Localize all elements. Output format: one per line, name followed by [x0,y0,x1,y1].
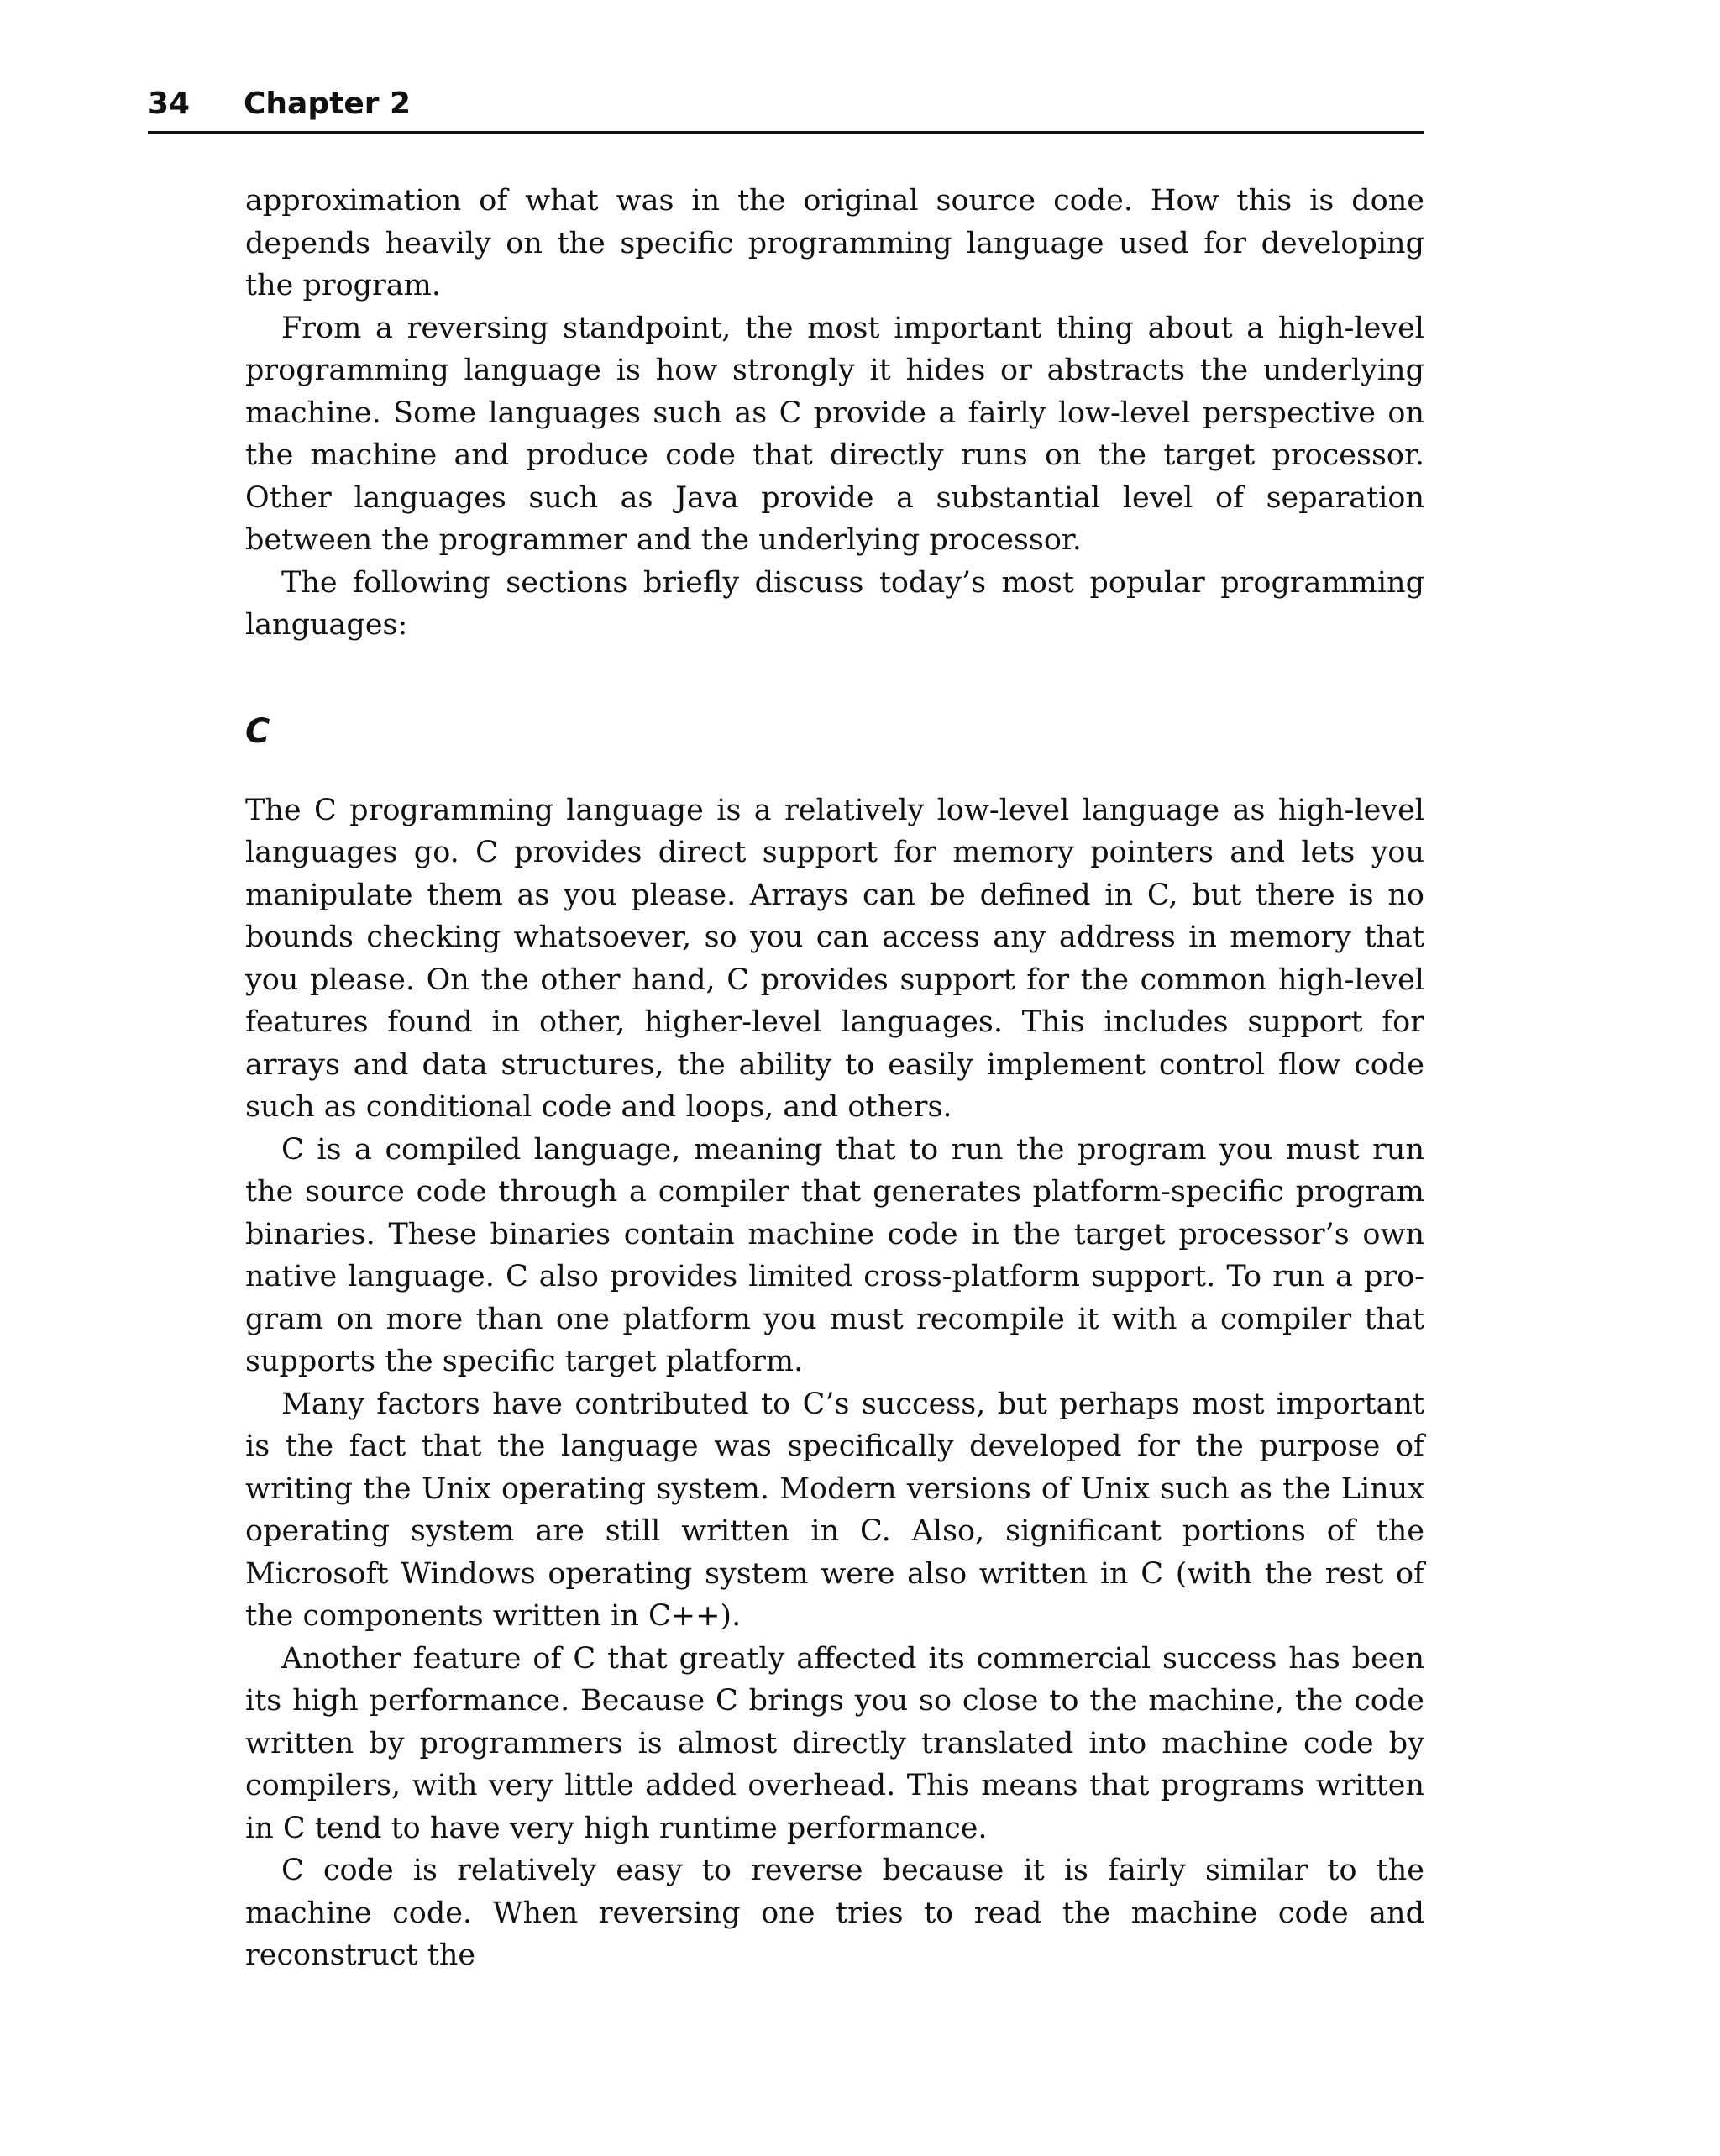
paragraph-continuation: approximation of what was in the original source code. How this is done depends heavily on the specific programming language used for developing the program. [245,184,1424,302]
page-number: 34 [148,87,191,121]
paragraph-c-performance: Another feature of C that greatly affected its commercial success has been its high performance. Because C brings you so close to the machine, the code written by programmers is almost directly translated into machine code by compilers, with very little added overhead. This means that programs written in C tend to have very high runtime performance. [245,1641,1424,1845]
paragraph-reversing-standpoint: From a reversing standpoint, the most important thing about a high-level programming language is how strongly it hides or abstracts the underlying machine. Some languages such as C provide a fairly low-level perspective on the machine and produce code that directly runs on the target processor. Other languages such as Java provide a substantial level of separation between the programmer and the underlying processor. [245,311,1424,557]
paragraph-c-reversing: C code is relatively easy to reverse because it is fairly similar to the machine code. When reversing one tries to read the machine code and reconstruct the [245,1854,1424,1972]
paragraph-c-compiled: C is a compiled language, meaning that to run the program you must run the source code through a compiler that generates platform-specific program binaries. These binaries contain machine code in the target processor’s own native language. C also provides limited cross-platform support. To run a program on more than one platform you must recompile it with a compiler that supports the specific target platform. [245,1132,1424,1378]
section-heading-c: C [245,711,270,751]
paragraph-c-overview: The C programming language is a relatively low-level language as high-level languages go. C provides direct support for memory pointers and lets you manipulate them as you please. Arrays can be defined in C, but there is no bounds checking whatsoever, so you can access any address in memory that you please. On the other hand, C provides support for the common high-level features found in other, higher-level languages. This includes support for arrays and data structures, the ability to easily implement control flow code such as conditional code and loops, and others. [245,793,1424,1124]
paragraph-c-success: Many factors have contributed to C’s success, but perhaps most important is the fact that the language was specifically developed for the purpose of writing the Unix operating system. Modern versions of Unix such as the Linux operating system are still written in C. Also, significant portions of the Microsoft Windows operating system were also written in C (with the rest of the components written in C++). [245,1387,1424,1633]
paragraph-following-sections: The following sections briefly discuss today’s most popular programming languages: [245,565,1424,642]
body-text [245,180,1424,1977]
chapter-title: Chapter 2 [244,87,412,121]
running-head [148,77,1424,134]
